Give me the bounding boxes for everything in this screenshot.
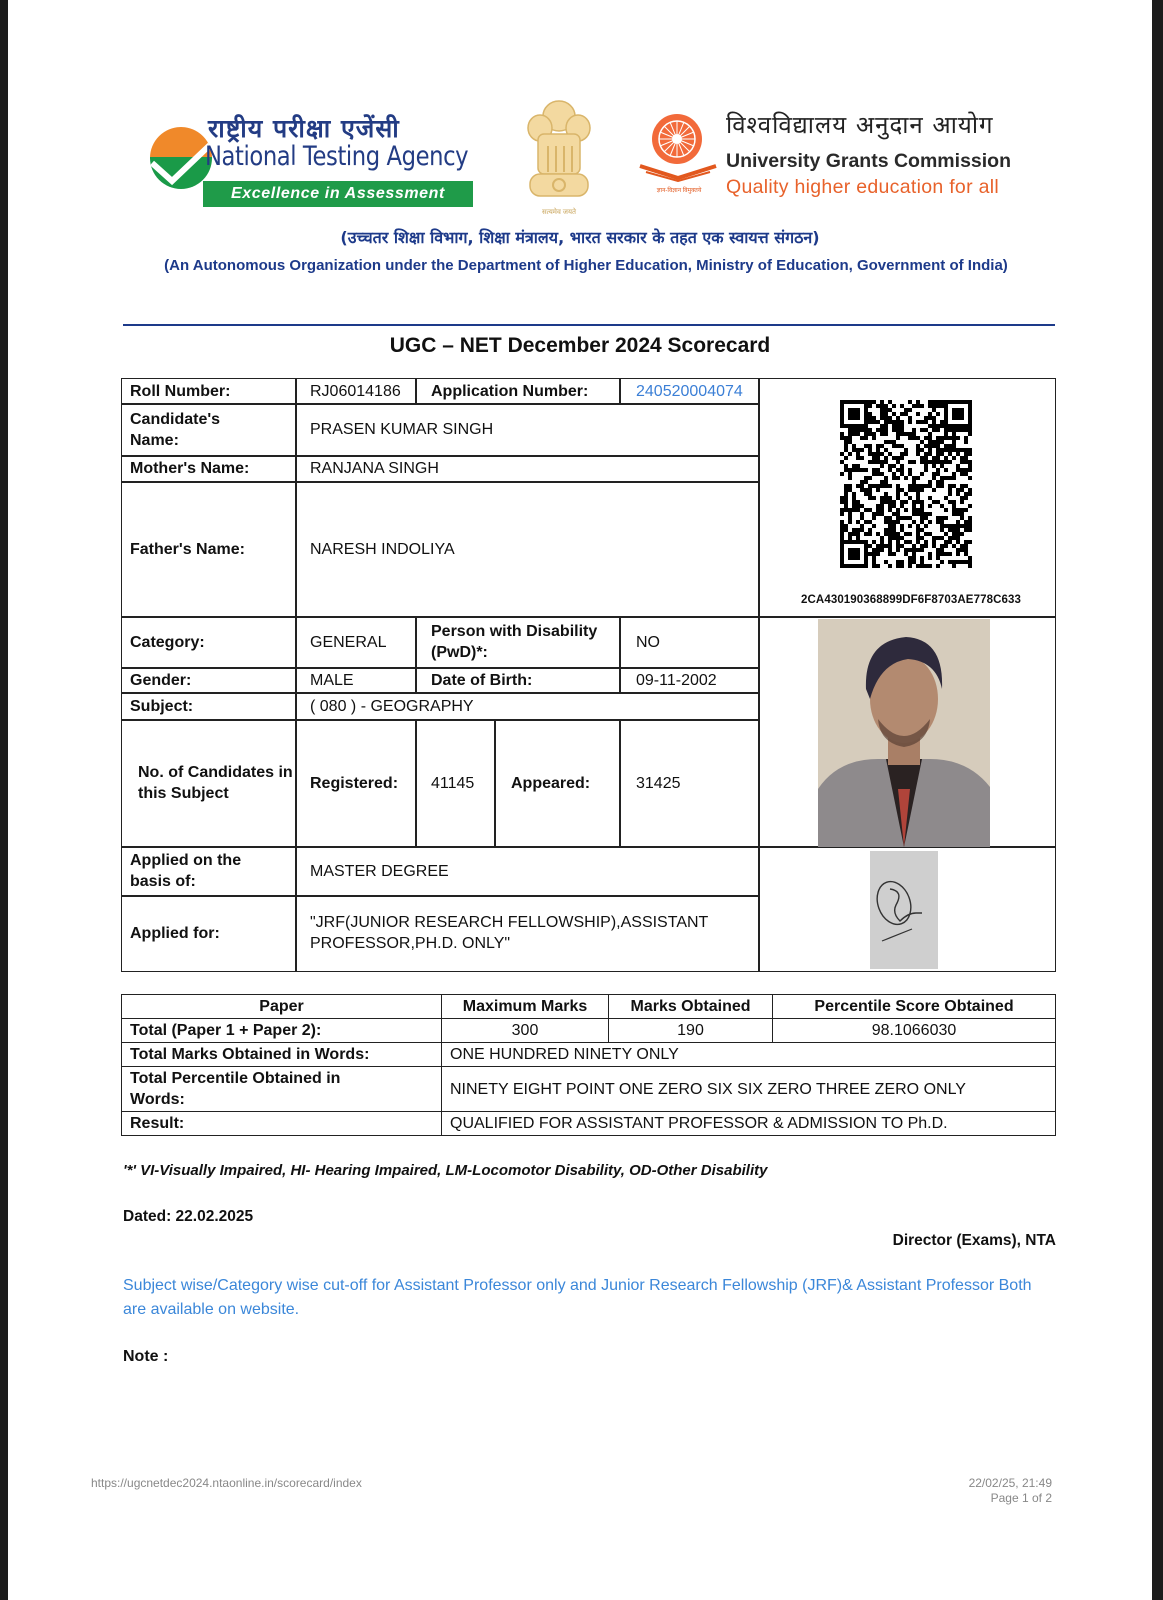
- hindi-subtitle: (उच्चतर शिक्षा विभाग, शिक्षा मंत्रालय, भारत सरकार के तहत एक स्वायत्त संगठन): [340, 228, 820, 247]
- print-timestamp: 22/02/25, 21:49: [968, 1476, 1052, 1490]
- applied-for-label: Applied for:: [130, 924, 220, 942]
- nta-hindi-name: राष्ट्रीय परीक्षा एजेंसी: [208, 114, 400, 143]
- emblem-motto: सत्यमेव जयते: [541, 209, 577, 216]
- table-row: [122, 1043, 1056, 1067]
- cutoff-info-link[interactable]: Subject wise/Category wise cut-off for Assistant Professor only and Junior Research Fellowship (JRF)& Assistant Professor Both are available on website.: [123, 1277, 1032, 1318]
- marks-table: [121, 994, 1056, 1136]
- father-name-value: NARESH INDOLIYA: [310, 540, 455, 558]
- candidate-name-label: Candidate's Name:: [130, 410, 221, 449]
- page-number: Page 1 of 2: [990, 1491, 1052, 1505]
- pwd-value: NO: [636, 633, 660, 651]
- table-row: [122, 1067, 1056, 1112]
- header-divider: [123, 324, 1055, 326]
- print-footer-info: [969, 1476, 1052, 1506]
- dated-text: Dated: 22.02.2025: [123, 1208, 254, 1225]
- mother-name-value: RANJANA SINGH: [310, 460, 439, 477]
- header-marks-obtained: Marks Obtained: [609, 995, 773, 1019]
- subject-label: Subject:: [130, 697, 194, 715]
- candidate-photo: [818, 619, 990, 847]
- dob-value: 09-11-2002: [636, 671, 717, 689]
- applied-basis-label: Applied on the basis of:: [130, 852, 242, 890]
- category-value: GENERAL: [310, 633, 387, 651]
- appeared-value: 31425: [636, 774, 681, 792]
- category-label: Category:: [130, 633, 205, 651]
- candidate-name-value: PRASEN KUMAR SINGH: [310, 421, 494, 438]
- ugc-motto: ज्ञान-विज्ञान विमुक्तये: [656, 188, 702, 194]
- gender-label: Gender:: [130, 671, 192, 689]
- roll-number-value: RJ06014186: [310, 383, 401, 400]
- ugc-wheel-icon: [650, 112, 704, 166]
- candidate-details-table: [121, 378, 1056, 972]
- nta-logo: [150, 115, 480, 211]
- marks-obtained-value: 190: [609, 1019, 773, 1043]
- header-percentile: Percentile Score Obtained: [773, 995, 1056, 1019]
- candidate-signature: [870, 851, 938, 969]
- marks-header-row: [122, 995, 1056, 1019]
- subject-value: ( 080 ) - GEOGRAPHY: [310, 697, 474, 715]
- ugc-book-icon: [638, 164, 718, 182]
- dob-label: Date of Birth:: [431, 671, 533, 689]
- ugc-hindi-name: विश्वविद्यालय अनुदान आयोग: [726, 111, 994, 139]
- pwd-label: Person with Disability (PwD)*:: [431, 623, 598, 661]
- page-title: UGC – NET December 2024 Scorecard: [389, 334, 771, 357]
- result-label: Result:: [122, 1112, 442, 1136]
- registered-value: 41145: [431, 774, 475, 792]
- percentile-words-value: NINETY EIGHT POINT ONE ZERO SIX SIX ZERO THREE ZERO ONLY: [442, 1067, 1056, 1112]
- mother-name-label: Mother's Name:: [130, 460, 250, 477]
- qr-hash-code: 2CA430190368899DF6F8703AE778C633: [801, 594, 1021, 606]
- percentile-words-label: Total Percentile Obtained in Words:: [122, 1067, 442, 1112]
- roll-number-label: Roll Number:: [130, 383, 231, 400]
- scorecard-page: [8, 0, 1152, 1600]
- table-row: [122, 1019, 1056, 1043]
- marks-words-value: ONE HUNDRED NINETY ONLY: [442, 1043, 1056, 1067]
- result-value: QUALIFIED FOR ASSISTANT PROFESSOR & ADMISSION TO Ph.D.: [442, 1112, 1056, 1136]
- english-subtitle: (An Autonomous Organization under the Department of Higher Education, Ministry of Education, Government of India): [164, 257, 1008, 274]
- header-paper: Paper: [122, 995, 442, 1019]
- lion-capital-icon: [524, 98, 594, 202]
- father-name-label: Father's Name:: [130, 540, 245, 558]
- national-emblem: [514, 98, 604, 222]
- total-label: Total (Paper 1 + Paper 2):: [122, 1019, 442, 1043]
- nta-english-name: National Testing Agency: [205, 141, 469, 172]
- candidates-count-label: No. of Candidates in this Subject: [138, 764, 293, 802]
- ugc-logo: [638, 112, 1058, 208]
- table-row: [122, 1112, 1056, 1136]
- appeared-label: Appeared:: [511, 774, 591, 792]
- print-footer-url: https://ugcnetdec2024.ntaonline.in/scorecard/index: [91, 1476, 362, 1490]
- ugc-english-name: University Grants Commission: [726, 150, 1011, 172]
- nta-check-icon: [150, 127, 212, 189]
- pwd-footnote: '*' VI-Visually Impaired, HI- Hearing Impaired, LM-Locomotor Disability, OD-Other Disability: [123, 1162, 768, 1179]
- qr-code: [836, 395, 976, 573]
- applied-for-value: "JRF(JUNIOR RESEARCH FELLOWSHIP),ASSISTANT PROFESSOR,PH.D. ONLY": [310, 914, 709, 952]
- ugc-tagline: Quality higher education for all: [726, 176, 1000, 198]
- gender-value: MALE: [310, 671, 354, 689]
- application-number-label: Application Number:: [431, 383, 589, 400]
- marks-words-label: Total Marks Obtained in Words:: [122, 1043, 442, 1067]
- maximum-marks-value: 300: [442, 1019, 609, 1043]
- percentile-value: 98.1066030: [773, 1019, 1056, 1043]
- registered-label: Registered:: [310, 774, 399, 792]
- nta-tagline: Excellence in Assessment: [203, 181, 473, 207]
- application-number-value: 240520004074: [636, 383, 743, 400]
- header-maximum-marks: Maximum Marks: [442, 995, 609, 1019]
- applied-basis-value: MASTER DEGREE: [310, 862, 449, 880]
- director-signatory: Director (Exams), NTA: [892, 1232, 1056, 1249]
- note-label: Note :: [123, 1348, 169, 1365]
